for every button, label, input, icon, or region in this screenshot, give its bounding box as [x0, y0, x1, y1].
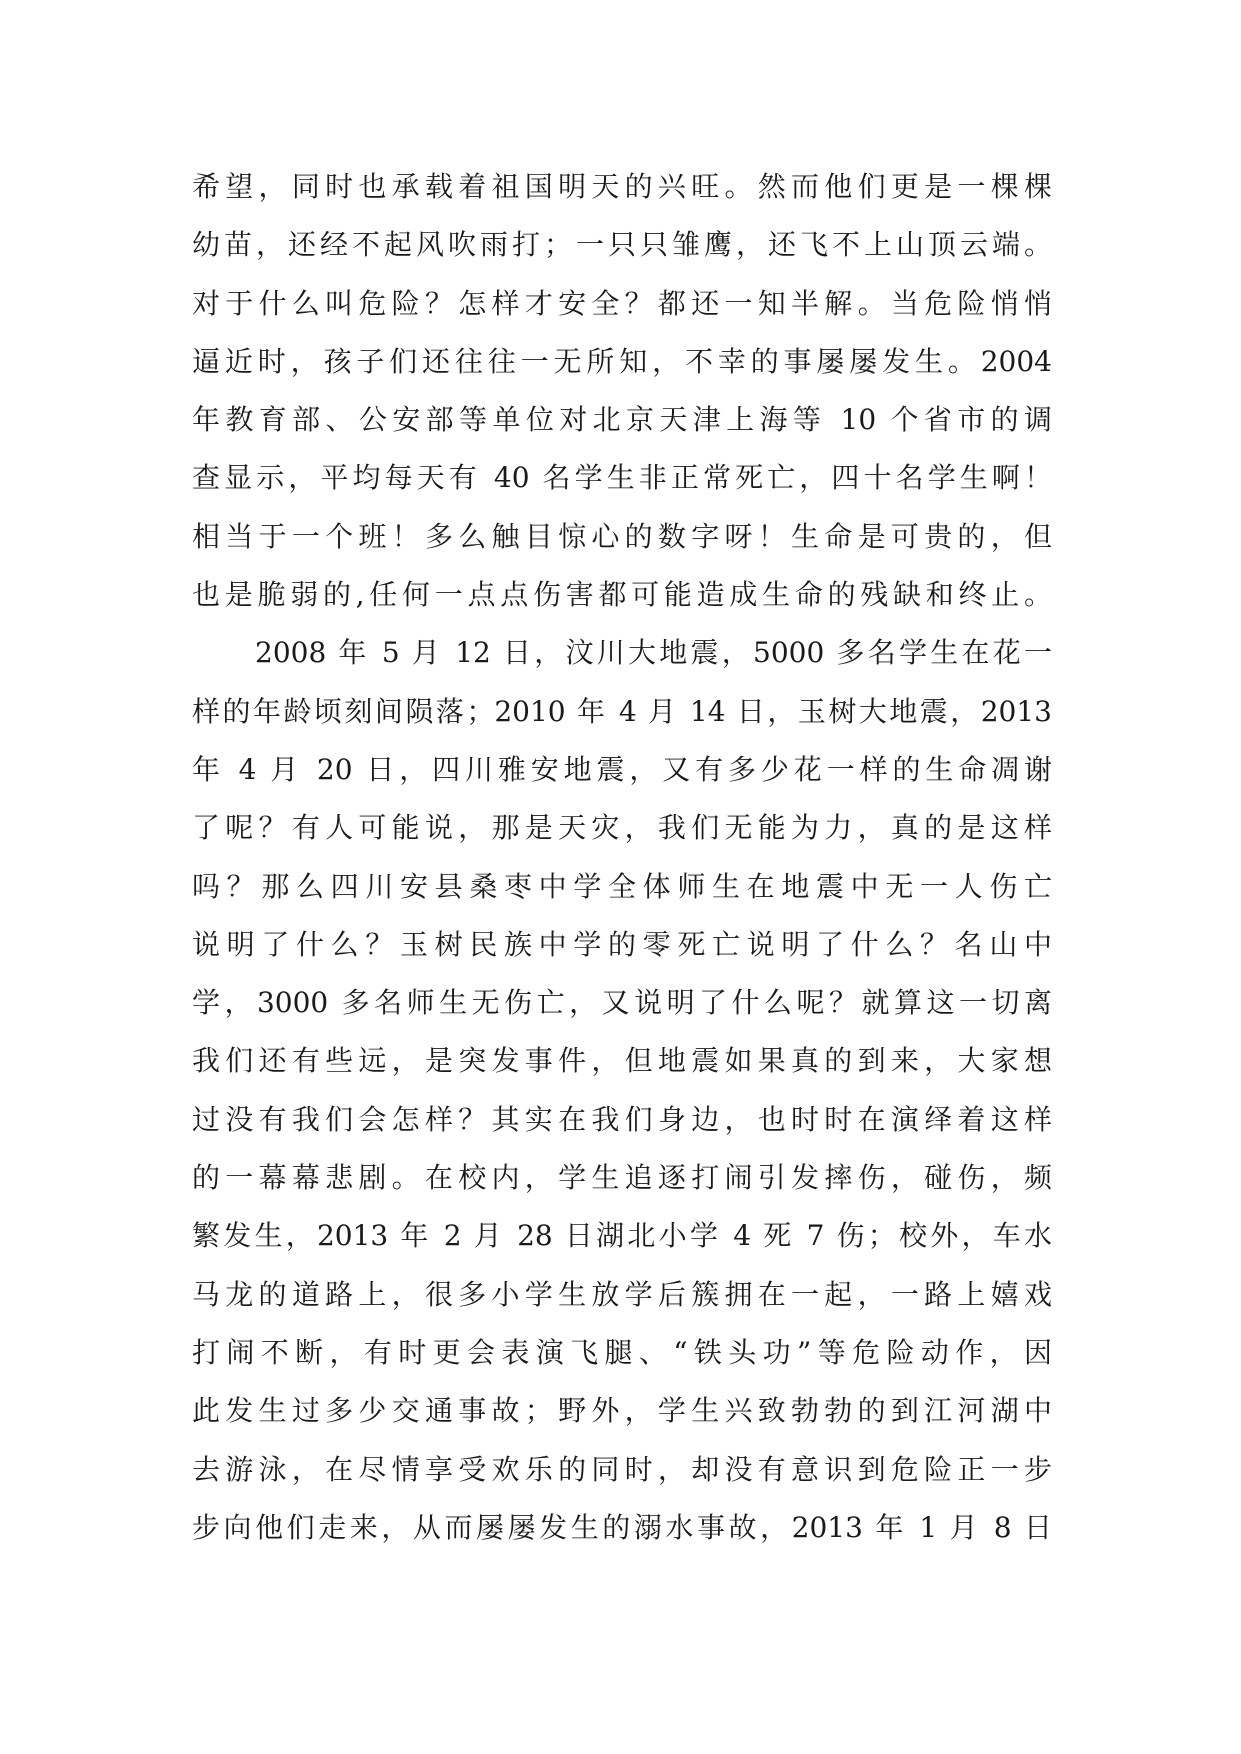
paragraph-2	[192, 624, 1052, 1557]
text-line: 过没有我们会怎样？其实在我们身边，也时时在演绎着这样	[192, 1102, 1052, 1136]
paragraph-1	[192, 158, 1052, 624]
text-line: 查显示，平均每天有 40 名学生非正常死亡，四十名学生啊！	[192, 461, 1052, 495]
text-line: 也是脆弱的,任何一点点伤害都可能造成生命的残缺和终止。	[192, 578, 1052, 612]
text-line: 年 4 月 20 日，四川雅安地震，又有多少花一样的生命凋谢	[192, 752, 1052, 786]
text-line: 了呢？有人可能说，那是天灾，我们无能为力，真的是这样	[192, 811, 1052, 845]
text-line: 繁发生，2013 年 2 月 28 日湖北小学 4 死 7 伤；校外，车水	[192, 1219, 1052, 1253]
text-line: 样的年龄顷刻间陨落；2010 年 4 月 14 日，玉树大地震，2013	[192, 694, 1052, 728]
text-line: 2008 年 5 月 12 日，汶川大地震，5000 多名学生在花一	[255, 636, 1052, 670]
body-text	[192, 158, 1052, 1557]
text-line: 希望，同时也承载着祖国明天的兴旺。然而他们更是一棵棵	[192, 170, 1052, 203]
text-line: 步向他们走来，从而屡屡发生的溺水事故，2013 年 1 月 8 日	[192, 1510, 1052, 1544]
text-line: 幼苗，还经不起风吹雨打；一只只雏鹰，还飞不上山顶云端。	[192, 228, 1052, 262]
text-line: 打闹不断，有时更会表演飞腿、“铁头功”等危险动作，因	[192, 1335, 1052, 1369]
text-line: 此发生过多少交通事故；野外，学生兴致勃勃的到江河湖中	[192, 1394, 1052, 1428]
text-line: 的一幕幕悲剧。在校内，学生追逐打闹引发摔伤，碰伤，频	[192, 1161, 1052, 1195]
text-line: 相当于一个班！多么触目惊心的数字呀！生命是可贵的，但	[192, 519, 1052, 553]
text-line: 说明了什么？玉树民族中学的零死亡说明了什么？名山中	[192, 927, 1052, 961]
text-line: 对于什么叫危险？怎样才安全？都还一知半解。当危险悄悄	[192, 286, 1052, 320]
text-line: 马龙的道路上，很多小学生放学后簇拥在一起，一路上嬉戏	[192, 1277, 1052, 1311]
text-line: 学，3000 多名师生无伤亡，又说明了什么呢？就算这一切离	[192, 986, 1052, 1020]
text-line: 逼近时，孩子们还往往一无所知，不幸的事屡屡发生。2004	[192, 344, 1052, 378]
text-line: 去游泳，在尽情享受欢乐的同时，却没有意识到危险正一步	[192, 1452, 1052, 1486]
text-line: 我们还有些远，是突发事件，但地震如果真的到来，大家想	[192, 1044, 1052, 1078]
text-line: 吗？那么四川安县桑枣中学全体师生在地震中无一人伤亡	[192, 869, 1052, 903]
text-line: 年教育部、公安部等单位对北京天津上海等 10 个省市的调	[192, 403, 1052, 437]
